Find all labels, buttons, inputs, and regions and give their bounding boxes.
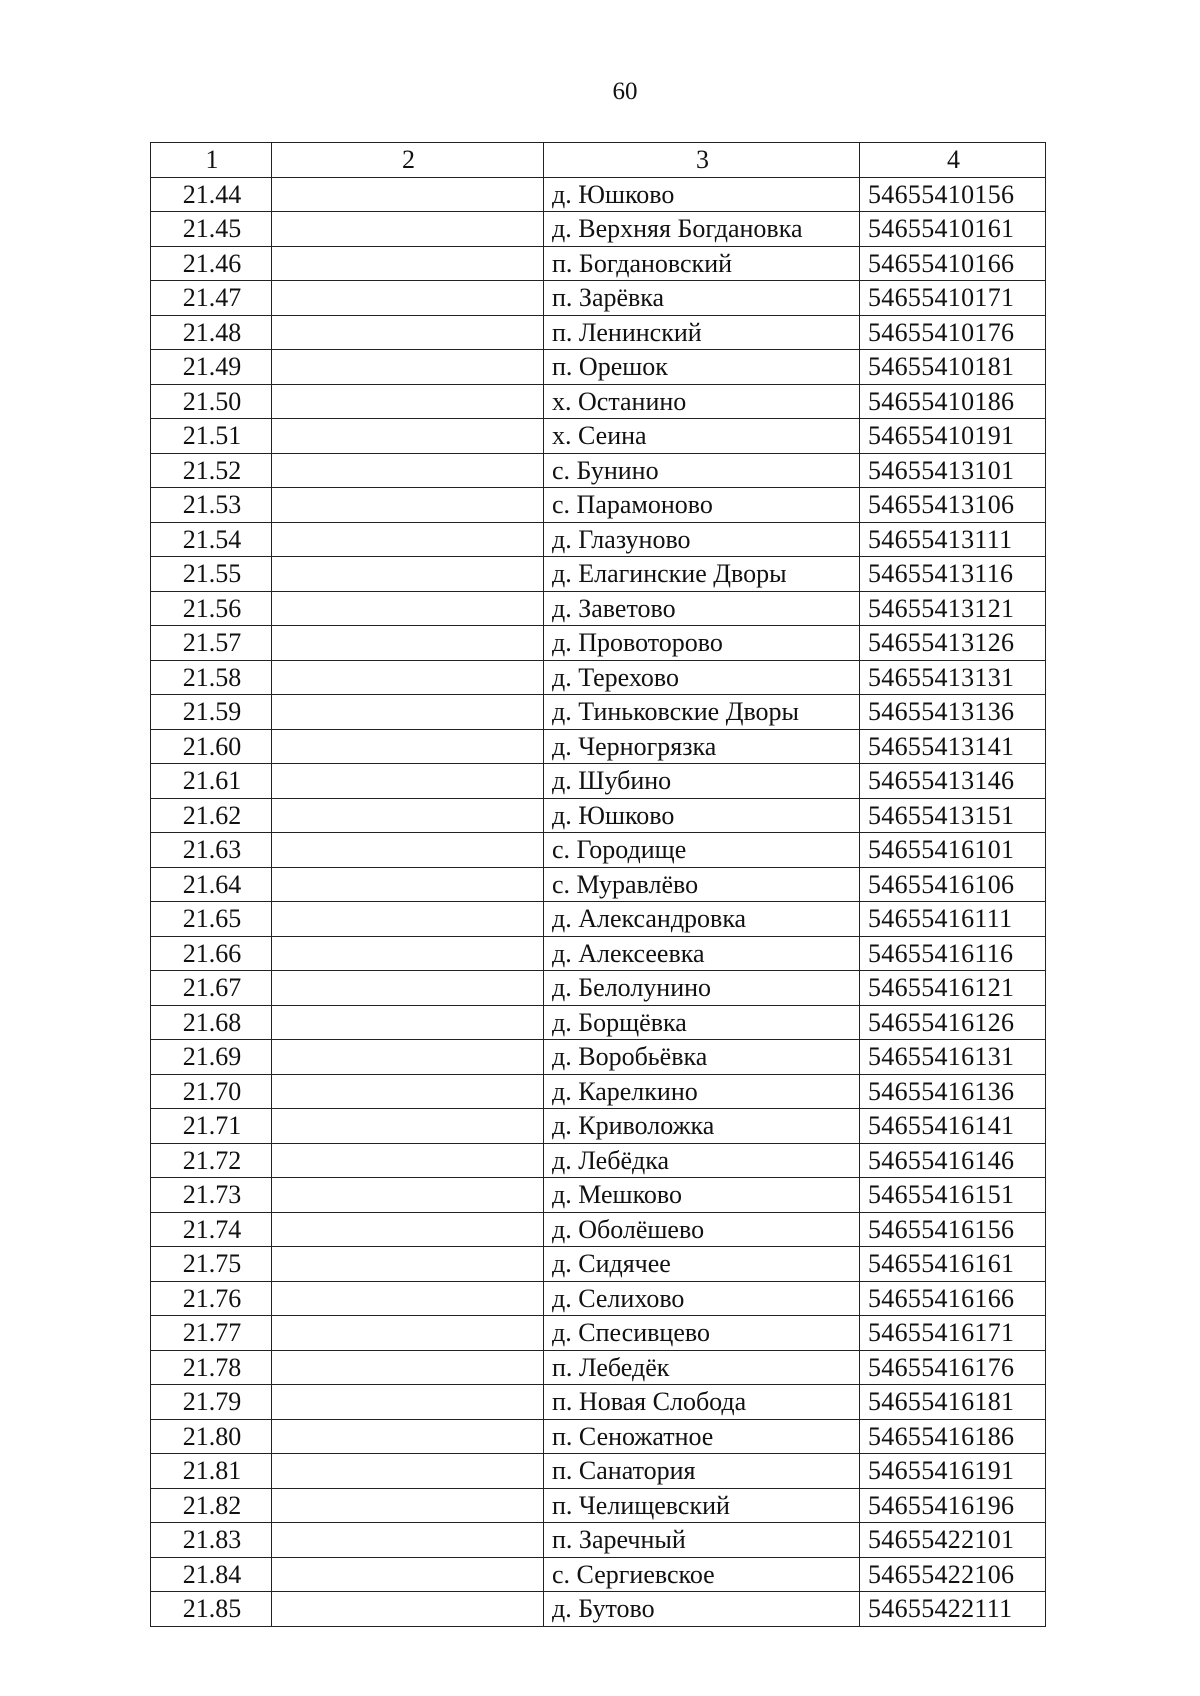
table-row bbox=[151, 522, 1046, 557]
column-2-cell bbox=[272, 1350, 544, 1385]
settlement-code-cell: 54655416166 bbox=[860, 1281, 1046, 1316]
column-2-cell bbox=[272, 246, 544, 281]
table-row bbox=[151, 695, 1046, 730]
settlement-code-cell: 54655413141 bbox=[860, 729, 1046, 764]
row-number-cell: 21.47 bbox=[151, 281, 272, 316]
column-2-cell bbox=[272, 867, 544, 902]
table-row bbox=[151, 971, 1046, 1006]
settlement-code-cell: 54655413106 bbox=[860, 488, 1046, 523]
row-number-cell: 21.58 bbox=[151, 660, 272, 695]
table-row bbox=[151, 867, 1046, 902]
table-row bbox=[151, 1212, 1046, 1247]
settlement-code-cell: 54655410161 bbox=[860, 212, 1046, 247]
table-row bbox=[151, 246, 1046, 281]
settlement-name-cell: п. Ленинский bbox=[544, 315, 860, 350]
table-row bbox=[151, 1385, 1046, 1420]
settlement-name-cell: д. Тиньковские Дворы bbox=[544, 695, 860, 730]
settlement-name-cell: п. Лебедёк bbox=[544, 1350, 860, 1385]
settlement-name-cell: п. Орешок bbox=[544, 350, 860, 385]
settlement-name-cell: п. Челищевский bbox=[544, 1488, 860, 1523]
column-header-4: 4 bbox=[860, 143, 1046, 178]
settlement-code-cell: 54655416196 bbox=[860, 1488, 1046, 1523]
settlement-name-cell: х. Останино bbox=[544, 384, 860, 419]
row-number-cell: 21.54 bbox=[151, 522, 272, 557]
settlement-name-cell: с. Городище bbox=[544, 833, 860, 868]
column-2-cell bbox=[272, 798, 544, 833]
settlement-name-cell: д. Спесивцево bbox=[544, 1316, 860, 1351]
table-row bbox=[151, 281, 1046, 316]
column-2-cell bbox=[272, 1247, 544, 1282]
row-number-cell: 21.83 bbox=[151, 1523, 272, 1558]
settlement-name-cell: д. Воробьёвка bbox=[544, 1040, 860, 1075]
column-2-cell bbox=[272, 522, 544, 557]
table-row bbox=[151, 1005, 1046, 1040]
settlement-name-cell: д. Елагинские Дворы bbox=[544, 557, 860, 592]
column-2-cell bbox=[272, 764, 544, 799]
settlement-name-cell: д. Оболёшево bbox=[544, 1212, 860, 1247]
settlement-code-cell: 54655413151 bbox=[860, 798, 1046, 833]
row-number-cell: 21.50 bbox=[151, 384, 272, 419]
header-row bbox=[151, 143, 1046, 178]
row-number-cell: 21.45 bbox=[151, 212, 272, 247]
column-2-cell bbox=[272, 936, 544, 971]
table-row bbox=[151, 1350, 1046, 1385]
settlement-code-cell: 54655410176 bbox=[860, 315, 1046, 350]
settlement-name-cell: д. Белолунино bbox=[544, 971, 860, 1006]
table-row bbox=[151, 488, 1046, 523]
settlement-name-cell: д. Черногрязка bbox=[544, 729, 860, 764]
settlement-code-cell: 54655410166 bbox=[860, 246, 1046, 281]
settlement-code-cell: 54655416126 bbox=[860, 1005, 1046, 1040]
table-row bbox=[151, 1454, 1046, 1489]
table-row bbox=[151, 419, 1046, 454]
column-2-cell bbox=[272, 591, 544, 626]
row-number-cell: 21.75 bbox=[151, 1247, 272, 1282]
settlement-name-cell: д. Алексеевка bbox=[544, 936, 860, 971]
row-number-cell: 21.62 bbox=[151, 798, 272, 833]
settlement-name-cell: д. Провоторово bbox=[544, 626, 860, 661]
settlement-code-cell: 54655413136 bbox=[860, 695, 1046, 730]
column-2-cell bbox=[272, 419, 544, 454]
settlement-code-cell: 54655416101 bbox=[860, 833, 1046, 868]
column-2-cell bbox=[272, 626, 544, 661]
column-2-cell bbox=[272, 729, 544, 764]
row-number-cell: 21.84 bbox=[151, 1557, 272, 1592]
settlement-code-cell: 54655416151 bbox=[860, 1178, 1046, 1213]
settlement-name-cell: п. Новая Слобода bbox=[544, 1385, 860, 1420]
table-row bbox=[151, 384, 1046, 419]
row-number-cell: 21.78 bbox=[151, 1350, 272, 1385]
settlement-code-cell: 54655413146 bbox=[860, 764, 1046, 799]
settlement-code-cell: 54655416181 bbox=[860, 1385, 1046, 1420]
table-row bbox=[151, 798, 1046, 833]
settlement-name-cell: п. Зарёвка bbox=[544, 281, 860, 316]
settlement-code-cell: 54655416171 bbox=[860, 1316, 1046, 1351]
table-row bbox=[151, 1316, 1046, 1351]
column-2-cell bbox=[272, 660, 544, 695]
table-body bbox=[151, 177, 1046, 1626]
table-row bbox=[151, 350, 1046, 385]
settlement-code-cell: 54655410191 bbox=[860, 419, 1046, 454]
row-number-cell: 21.76 bbox=[151, 1281, 272, 1316]
settlement-name-cell: д. Мешково bbox=[544, 1178, 860, 1213]
column-2-cell bbox=[272, 902, 544, 937]
settlement-name-cell: д. Сидячее bbox=[544, 1247, 860, 1282]
table-row bbox=[151, 1523, 1046, 1558]
row-number-cell: 21.68 bbox=[151, 1005, 272, 1040]
settlement-code-cell: 54655413111 bbox=[860, 522, 1046, 557]
settlement-name-cell: д. Александровка bbox=[544, 902, 860, 937]
column-2-cell bbox=[272, 1385, 544, 1420]
table-row bbox=[151, 1074, 1046, 1109]
column-2-cell bbox=[272, 1454, 544, 1489]
row-number-cell: 21.85 bbox=[151, 1592, 272, 1627]
row-number-cell: 21.69 bbox=[151, 1040, 272, 1075]
settlement-code-cell: 54655416131 bbox=[860, 1040, 1046, 1075]
row-number-cell: 21.72 bbox=[151, 1143, 272, 1178]
settlement-code-cell: 54655422106 bbox=[860, 1557, 1046, 1592]
settlement-name-cell: п. Богдановский bbox=[544, 246, 860, 281]
table-row bbox=[151, 1040, 1046, 1075]
column-2-cell bbox=[272, 1281, 544, 1316]
row-number-cell: 21.82 bbox=[151, 1488, 272, 1523]
settlement-name-cell: д. Терехово bbox=[544, 660, 860, 695]
settlement-code-cell: 54655410186 bbox=[860, 384, 1046, 419]
column-2-cell bbox=[272, 1005, 544, 1040]
table-row bbox=[151, 660, 1046, 695]
row-number-cell: 21.56 bbox=[151, 591, 272, 626]
row-number-cell: 21.74 bbox=[151, 1212, 272, 1247]
column-header-3: 3 bbox=[544, 143, 860, 178]
settlement-code-cell: 54655416191 bbox=[860, 1454, 1046, 1489]
settlement-code-cell: 54655413116 bbox=[860, 557, 1046, 592]
settlement-code-cell: 54655422101 bbox=[860, 1523, 1046, 1558]
column-2-cell bbox=[272, 1488, 544, 1523]
settlement-code-cell: 54655413121 bbox=[860, 591, 1046, 626]
table-row bbox=[151, 1109, 1046, 1144]
column-2-cell bbox=[272, 1557, 544, 1592]
settlement-code-cell: 54655410181 bbox=[860, 350, 1046, 385]
row-number-cell: 21.79 bbox=[151, 1385, 272, 1420]
column-2-cell bbox=[272, 1178, 544, 1213]
settlement-name-cell: д. Заветово bbox=[544, 591, 860, 626]
row-number-cell: 21.61 bbox=[151, 764, 272, 799]
settlement-code-cell: 54655416121 bbox=[860, 971, 1046, 1006]
settlement-code-cell: 54655413131 bbox=[860, 660, 1046, 695]
row-number-cell: 21.60 bbox=[151, 729, 272, 764]
settlement-name-cell: д. Юшково bbox=[544, 177, 860, 212]
table-row bbox=[151, 1247, 1046, 1282]
settlement-name-cell: п. Сеножатное bbox=[544, 1419, 860, 1454]
table-row bbox=[151, 626, 1046, 661]
row-number-cell: 21.81 bbox=[151, 1454, 272, 1489]
column-2-cell bbox=[272, 177, 544, 212]
page-number: 60 bbox=[612, 78, 638, 105]
table-row bbox=[151, 315, 1046, 350]
settlement-name-cell: с. Бунино bbox=[544, 453, 860, 488]
settlement-name-cell: с. Сергиевское bbox=[544, 1557, 860, 1592]
row-number-cell: 21.55 bbox=[151, 557, 272, 592]
settlement-name-cell: п. Заречный bbox=[544, 1523, 860, 1558]
column-2-cell bbox=[272, 212, 544, 247]
settlement-code-cell: 54655422111 bbox=[860, 1592, 1046, 1627]
column-2-cell bbox=[272, 1143, 544, 1178]
settlement-code-cell: 54655416146 bbox=[860, 1143, 1046, 1178]
settlements-table bbox=[150, 142, 1046, 1627]
row-number-cell: 21.77 bbox=[151, 1316, 272, 1351]
row-number-cell: 21.64 bbox=[151, 867, 272, 902]
table-row bbox=[151, 1178, 1046, 1213]
column-2-cell bbox=[272, 1592, 544, 1627]
settlement-name-cell: п. Санатория bbox=[544, 1454, 860, 1489]
settlement-code-cell: 54655416106 bbox=[860, 867, 1046, 902]
settlement-name-cell: с. Муравлёво bbox=[544, 867, 860, 902]
column-2-cell bbox=[272, 1212, 544, 1247]
table-row bbox=[151, 1143, 1046, 1178]
row-number-cell: 21.49 bbox=[151, 350, 272, 385]
settlement-code-cell: 54655416111 bbox=[860, 902, 1046, 937]
settlement-code-cell: 54655416186 bbox=[860, 1419, 1046, 1454]
settlement-code-cell: 54655410171 bbox=[860, 281, 1046, 316]
settlement-name-cell: д. Карелкино bbox=[544, 1074, 860, 1109]
settlement-code-cell: 54655416161 bbox=[860, 1247, 1046, 1282]
column-2-cell bbox=[272, 1074, 544, 1109]
column-2-cell bbox=[272, 453, 544, 488]
column-2-cell bbox=[272, 281, 544, 316]
settlement-name-cell: д. Борщёвка bbox=[544, 1005, 860, 1040]
column-2-cell bbox=[272, 1419, 544, 1454]
table-row bbox=[151, 1419, 1046, 1454]
column-2-cell bbox=[272, 833, 544, 868]
table-row bbox=[151, 1592, 1046, 1627]
table-row bbox=[151, 557, 1046, 592]
column-2-cell bbox=[272, 384, 544, 419]
row-number-cell: 21.53 bbox=[151, 488, 272, 523]
column-2-cell bbox=[272, 315, 544, 350]
column-header-2: 2 bbox=[272, 143, 544, 178]
settlement-code-cell: 54655410156 bbox=[860, 177, 1046, 212]
row-number-cell: 21.46 bbox=[151, 246, 272, 281]
table-row bbox=[151, 1281, 1046, 1316]
column-2-cell bbox=[272, 695, 544, 730]
table-row bbox=[151, 833, 1046, 868]
settlement-name-cell: д. Шубино bbox=[544, 764, 860, 799]
settlement-name-cell: д. Лебёдка bbox=[544, 1143, 860, 1178]
table-row bbox=[151, 936, 1046, 971]
column-2-cell bbox=[272, 1523, 544, 1558]
settlement-code-cell: 54655413126 bbox=[860, 626, 1046, 661]
row-number-cell: 21.44 bbox=[151, 177, 272, 212]
settlement-name-cell: с. Парамоново bbox=[544, 488, 860, 523]
table-row bbox=[151, 591, 1046, 626]
row-number-cell: 21.63 bbox=[151, 833, 272, 868]
settlement-name-cell: д. Криволожка bbox=[544, 1109, 860, 1144]
row-number-cell: 21.66 bbox=[151, 936, 272, 971]
settlement-name-cell: х. Сеина bbox=[544, 419, 860, 454]
settlement-code-cell: 54655416156 bbox=[860, 1212, 1046, 1247]
table-row bbox=[151, 902, 1046, 937]
table-row bbox=[151, 177, 1046, 212]
column-2-cell bbox=[272, 1040, 544, 1075]
column-2-cell bbox=[272, 1316, 544, 1351]
settlement-name-cell: д. Бутово bbox=[544, 1592, 860, 1627]
row-number-cell: 21.48 bbox=[151, 315, 272, 350]
table-row bbox=[151, 1557, 1046, 1592]
row-number-cell: 21.70 bbox=[151, 1074, 272, 1109]
row-number-cell: 21.57 bbox=[151, 626, 272, 661]
column-2-cell bbox=[272, 557, 544, 592]
table-row bbox=[151, 729, 1046, 764]
settlement-code-cell: 54655416176 bbox=[860, 1350, 1046, 1385]
settlement-name-cell: д. Селихово bbox=[544, 1281, 860, 1316]
settlement-name-cell: д. Юшково bbox=[544, 798, 860, 833]
table-row bbox=[151, 764, 1046, 799]
settlement-code-cell: 54655416141 bbox=[860, 1109, 1046, 1144]
table-row bbox=[151, 1488, 1046, 1523]
settlement-code-cell: 54655416136 bbox=[860, 1074, 1046, 1109]
column-header-1: 1 bbox=[151, 143, 272, 178]
row-number-cell: 21.80 bbox=[151, 1419, 272, 1454]
table-row bbox=[151, 453, 1046, 488]
row-number-cell: 21.52 bbox=[151, 453, 272, 488]
settlement-code-cell: 54655416116 bbox=[860, 936, 1046, 971]
row-number-cell: 21.67 bbox=[151, 971, 272, 1006]
row-number-cell: 21.59 bbox=[151, 695, 272, 730]
row-number-cell: 21.51 bbox=[151, 419, 272, 454]
row-number-cell: 21.71 bbox=[151, 1109, 272, 1144]
column-2-cell bbox=[272, 488, 544, 523]
table-row bbox=[151, 212, 1046, 247]
row-number-cell: 21.73 bbox=[151, 1178, 272, 1213]
column-2-cell bbox=[272, 1109, 544, 1144]
row-number-cell: 21.65 bbox=[151, 902, 272, 937]
column-2-cell bbox=[272, 350, 544, 385]
settlement-name-cell: д. Верхняя Богдановка bbox=[544, 212, 860, 247]
column-2-cell bbox=[272, 971, 544, 1006]
settlement-name-cell: д. Глазуново bbox=[544, 522, 860, 557]
settlement-code-cell: 54655413101 bbox=[860, 453, 1046, 488]
